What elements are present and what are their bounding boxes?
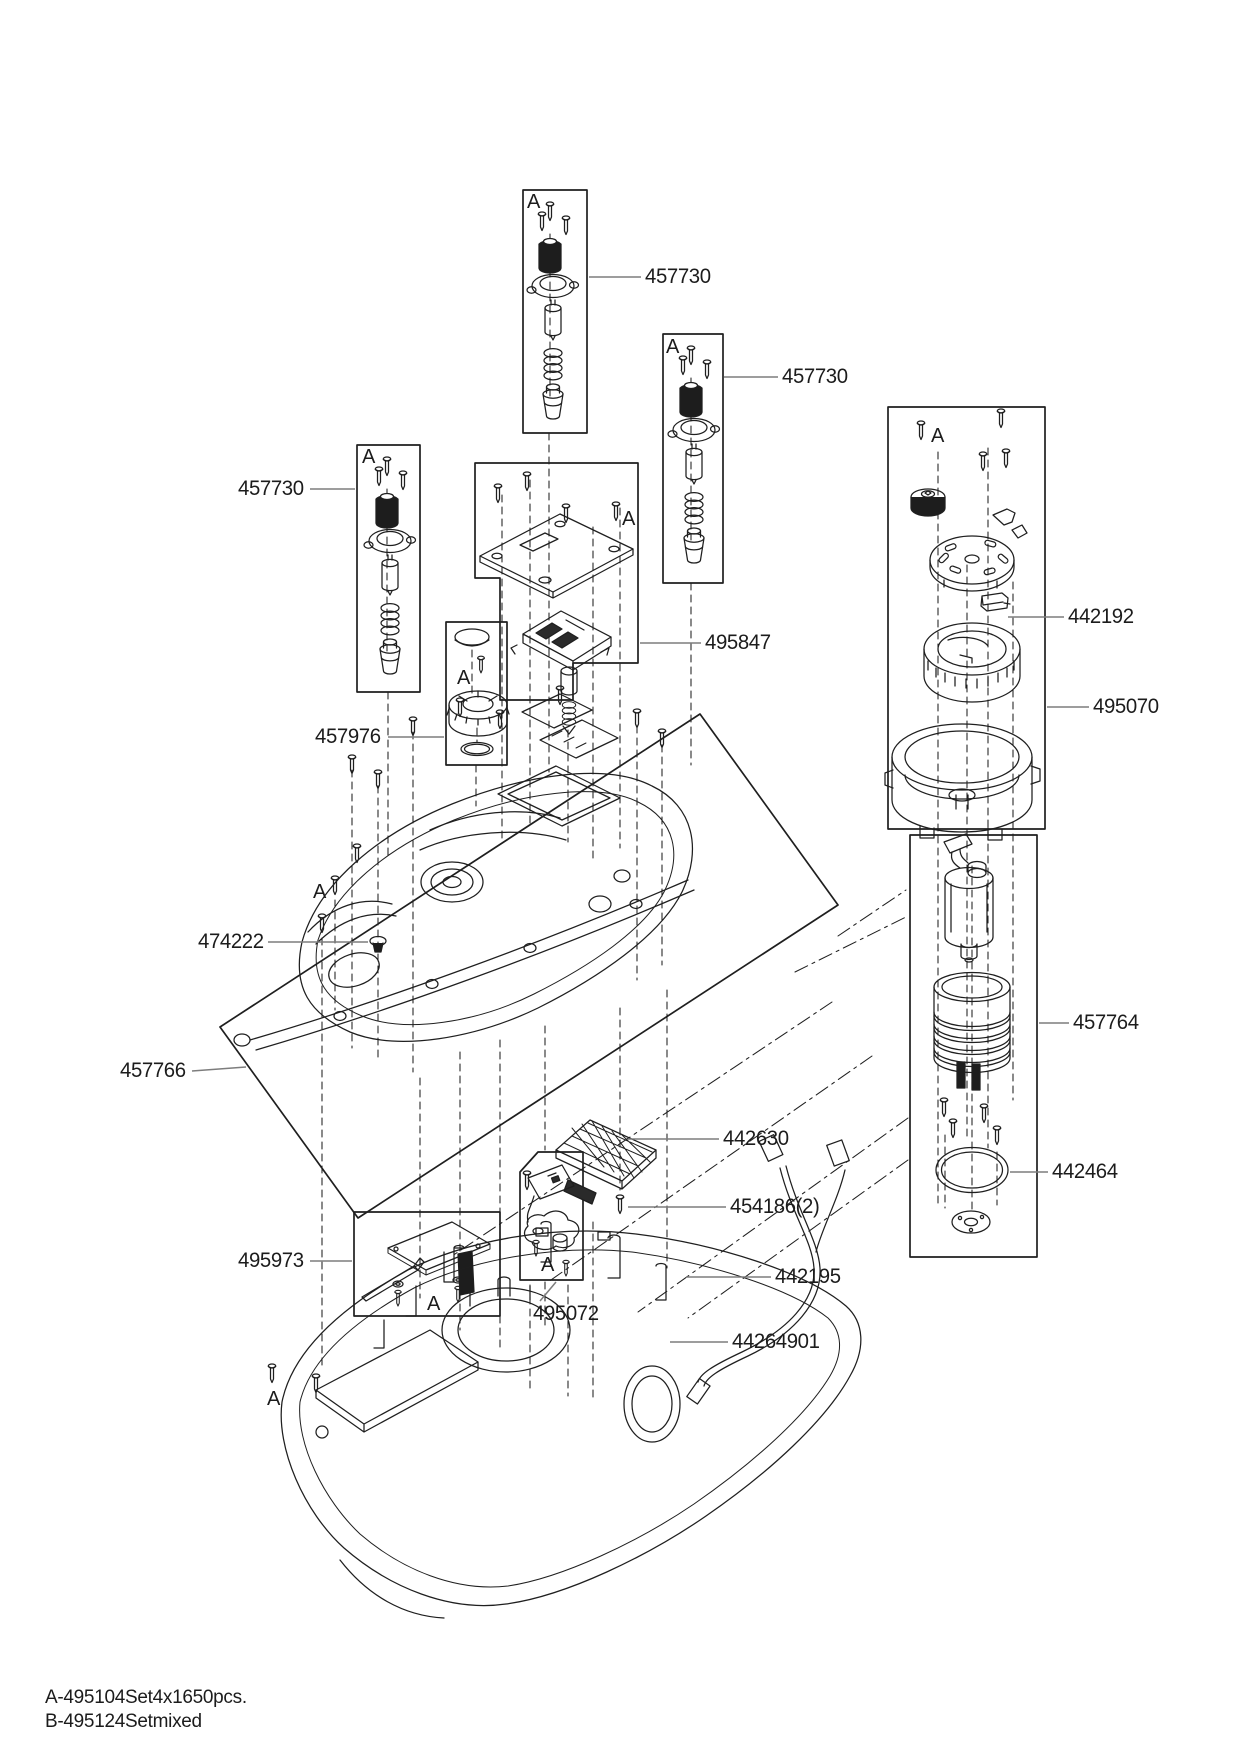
assembly-marker-a-box-495070: A [931,425,945,447]
part-label-457730-top: 457730 [645,265,711,288]
assembly-marker-a-chassis-screws: A [267,1388,281,1410]
part-label-457764: 457764 [1073,1011,1139,1034]
part-label-474222: 474222 [198,930,264,953]
part-label-495072: 495072 [533,1302,599,1325]
part-label-442192: 442192 [1068,605,1134,628]
assembly-marker-a-box-457730-right: A [666,336,680,358]
footnote-set-b: B-495124Setmixed [45,1711,202,1732]
part-label-454186: 454186(2) [730,1195,820,1218]
part-label-495847: 495847 [705,631,771,654]
footnote-set-a: A-495104Set4x1650pcs. [45,1687,247,1708]
assembly-marker-a-box-495847: A [622,508,636,530]
part-label-457730-left: 457730 [238,477,304,500]
leader-line-457766 [192,1067,246,1071]
assembly-marker-a-box-495072: A [541,1254,555,1276]
part-label-44264901: 44264901 [732,1330,820,1353]
part-label-442630: 442630 [723,1127,789,1150]
part-label-442464: 442464 [1052,1160,1118,1183]
part-label-495070: 495070 [1093,695,1159,718]
assembly-marker-a-box-457730-top: A [527,191,541,213]
part-label-457976: 457976 [315,725,381,748]
assembly-marker-a-box-457730-left: A [362,446,376,468]
assembly-marker-a-box-457976: A [457,667,471,689]
part-label-495973: 495973 [238,1249,304,1272]
part-label-457766: 457766 [120,1059,186,1082]
assembly-marker-a-box-495973: A [427,1293,441,1315]
part-label-457730-right: 457730 [782,365,848,388]
assembly-marker-a-cover-screws: A [313,881,327,903]
part-label-442195: 442195 [775,1265,841,1288]
leader-line-495072 [540,1282,556,1301]
